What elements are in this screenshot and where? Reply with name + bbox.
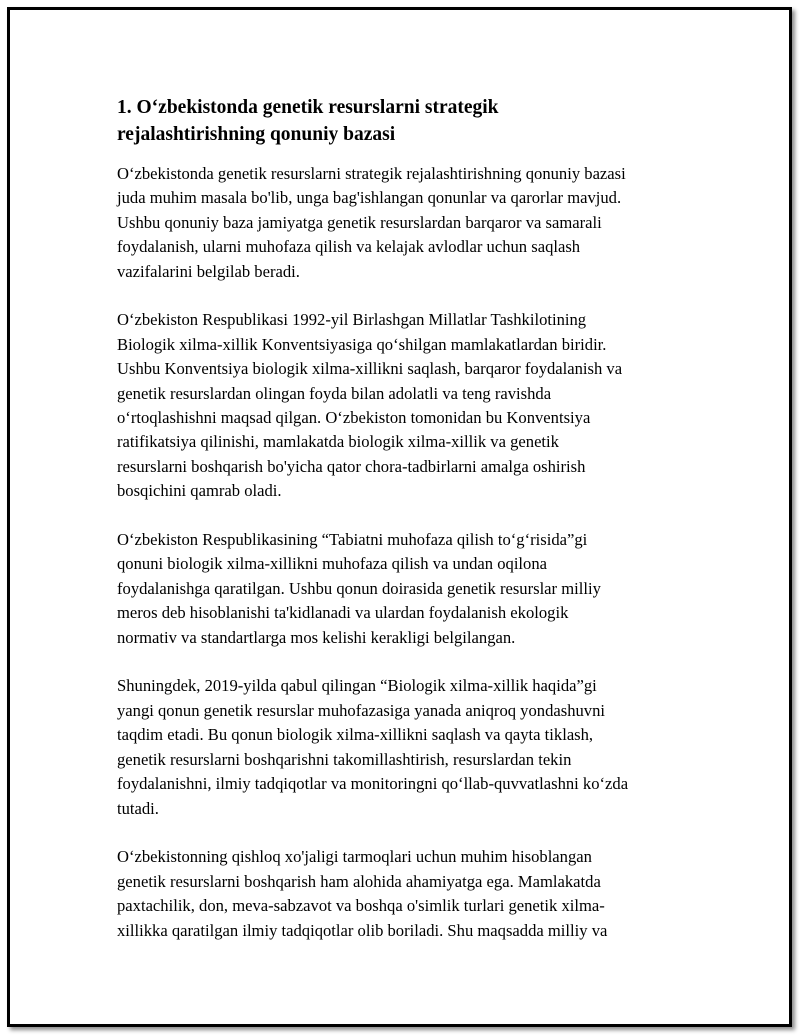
heading-line: 1. O‘zbekistonda genetik resurslarni strategik — [117, 97, 499, 118]
paragraph-line: O‘zbekiston Respublikasi 1992-yil Birlashgan Millatlar Tashkilotining — [117, 310, 587, 330]
paragraph-5 — [117, 845, 697, 943]
paragraph-line: juda muhim masala bo'lib, unga bag'ishlangan qonunlar va qarorlar mavjud. — [117, 188, 622, 208]
paragraph-4 — [117, 674, 697, 820]
paragraph-line: foydalanishni, ilmiy tadqiqotlar va monitoringni qo‘llab-quvvatlashni ko‘zda — [117, 774, 629, 794]
paragraph-line: genetik resurslarni boshqarishni takomillashtirish, resurslardan tekin — [117, 749, 572, 769]
paragraph-line: genetik resurslardan olingan foyda bilan adolatli va teng ravishda — [117, 383, 552, 403]
paragraph-line: O‘zbekiston Respublikasining “Tabiatni muhofaza qilish to‘g‘risida”gi — [117, 530, 588, 550]
paragraph-line: O‘zbekistonda genetik resurslarni strategik rejalashtirishning qonuniy bazasi — [117, 164, 626, 183]
paragraph-line: normativ va standartlarga mos kelishi kerakligi belgilangan. — [117, 627, 516, 647]
paragraph-line: yangi qonun genetik resurslar muhofazasiga yanada aniqroq yondashuvni — [117, 700, 605, 720]
paragraph-line: xillikka qaratilgan ilmiy tadqiqotlar olib boriladi. Shu maqsadda milliy va — [117, 920, 608, 940]
paragraph-line: Biologik xilma-xillik Konventsiyasiga qo‘shilgan mamlakatlardan biridir. — [117, 334, 607, 354]
paragraph-line: foydalanishga qaratilgan. Ushbu qonun doirasida genetik resurslar milliy — [117, 578, 601, 598]
paragraph-2 — [117, 308, 697, 503]
section-heading — [117, 94, 697, 148]
paragraph-line: O‘zbekistonning qishloq xo'jaligi tarmoqlari uchun muhim hisoblangan — [117, 847, 592, 867]
paragraph-line: vazifalarini belgilab beradi. — [117, 261, 300, 281]
paragraph-line: foydalanish, ularni muhofaza qilish va kelajak avlodlar uchun saqlash — [117, 237, 581, 257]
paragraph-line: bosqichini qamrab oladi. — [117, 481, 282, 501]
paragraph-line: taqdim etadi. Bu qonun biologik xilma-xillikni saqlash va qayta tiklash, — [117, 725, 594, 745]
paragraph-3 — [117, 528, 697, 650]
paragraph-line: qonuni biologik xilma-xillikni muhofaza qilish va undan oqilona — [117, 554, 547, 574]
paragraph-line: meros deb hisoblanishi ta'kidlanadi va ulardan foydalanish ekologik — [117, 603, 569, 623]
paragraph-line: paxtachilik, don, meva-sabzavot va boshqa o'simlik turlari genetik xilma- — [117, 896, 605, 916]
document-content — [117, 94, 697, 967]
paragraph-line: resurslarni boshqarish bo'yicha qator chora-tadbirlarni amalga oshirish — [117, 456, 586, 476]
paragraph-line: tutadi. — [117, 798, 159, 818]
paragraph-line: Ushbu qonuniy baza jamiyatga genetik resurslardan barqaror va samarali — [117, 212, 602, 232]
paragraph-line: Ushbu Konventsiya biologik xilma-xillikni saqlash, barqaror foydalanish va — [117, 359, 623, 379]
paragraph-line: Shuningdek, 2019-yilda qabul qilingan “Biologik xilma-xillik haqida”gi — [117, 676, 597, 696]
paragraph-1 — [117, 162, 697, 284]
heading-line: rejalashtirishning qonuniy bazasi — [117, 124, 396, 145]
paragraph-line: genetik resurslarni boshqarish ham alohida ahamiyatga ega. Mamlakatda — [117, 871, 601, 891]
paragraph-line: o‘rtoqlashishni maqsad qilgan. O‘zbekiston tomonidan bu Konventsiya — [117, 408, 591, 428]
paragraph-line: ratifikatsiya qilinishi, mamlakatda biologik xilma-xillik va genetik — [117, 432, 559, 452]
